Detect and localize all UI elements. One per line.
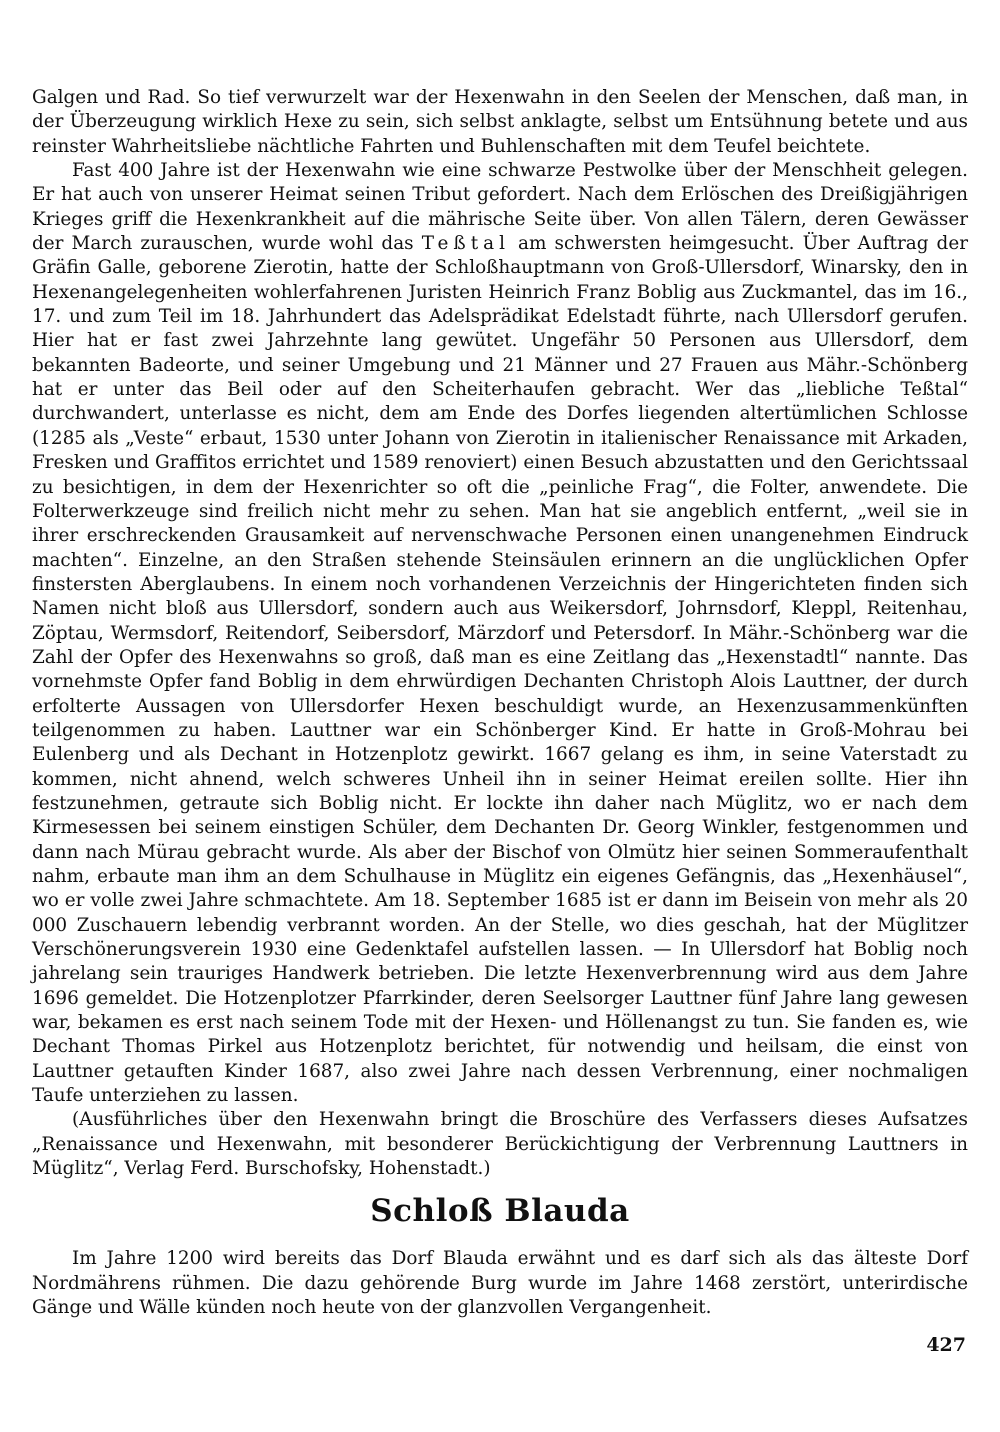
paragraph-blauda: Im Jahre 1200 wird bereits das Dorf Blauda erwähnt und es darf sich als das älteste Dorf Nordmährens rühmen. Die dazu gehörende Burg wurde im Jahre 1468 zerstört, unterirdische Gänge und Wälle künden noch heute von der glanzvollen Vergangenheit.: [32, 1248, 968, 1319]
paragraph-hexenwahn-part-a: Fast 400 Jahre ist der Hexenwahn wie eine schwarze Pestwolke über der Menschheit gelegen. Er hat auch von unserer Heimat seinen Tribut gefordert. Nach dem Erlöschen des Dreißigjährigen Krieges griff die Hexenkrankheit auf die mährische Seite über. Von allen Tälern, deren Gewässer der March zurauschen, wurde wohl das: [32, 160, 968, 255]
paragraph-hexenwahn: [32, 159, 968, 1108]
page-number: 427: [926, 1334, 966, 1356]
main-text-block: [32, 86, 968, 1181]
paragraph-hexenwahn-part-b: am schwersten heimgesucht. Über Auftrag der Gräfin Galle, geborene Zierotin, hatte der Schloßhauptmann von Groß-Ullersdorf, Winarsky, den in Hexenangelegenheiten wohlerfahrenen Juristen Heinrich Franz Boblig aus Zuckmantel, das im 16., 17. und zum Teil im 18. Jahrhundert das Adelsprädikat Edelstadt führte, nach Ullersdorf gerufen. Hier hat er fast zwei Jahrzehnte lang gewütet. Ungefähr 50 Personen aus Ullersdorf, dem bekannten Badeorte, und seiner Umgebung und 21 Männer und 27 Frauen aus Mähr.-Schönberg hat er unter das Beil oder auf den Scheiterhaufen gebracht. Wer das „liebliche Teßtal“ durchwandert, unterlasse es nicht, dem am Ende des Dorfes liegenden altertümlichen Schlosse (1285 als „Veste“ erbaut, 1530 unter Johann von Zierotin in italienischer Renaissance mit Arkaden, Fresken und Graffitos errichtet und 1589 renoviert) einen Besuch abzustatten und den Gerichtssaal zu besichtigen, in dem der Hexenrichter so oft die „peinliche Frag“, die Folter, anwendete. Die Folterwerkzeuge sind freilich nicht mehr zu sehen. Man hat sie angeblich entfernt, „weil sie in ihrer erschreckenden Grausamkeit auf nervenschwache Personen einen unangenehmen Eindruck machten“. Einzelne, an den Straßen stehende Steinsäulen erinnern an die unglücklichen Opfer finstersten Aberglaubens. In einem noch vorhandenen Verzeichnis der Hingerichteten finden sich Namen nicht bloß aus Ullersdorf, sondern auch aus Weikersdorf, Johrnsdorf, Kleppl, Reitenhau, Zöptau, Wermsdorf, Reitendorf, Seibersdorf, Märzdorf und Petersdorf. In Mähr.-Schönberg war die Zahl der Opfer des Hexenwahns so groß, daß man es eine Zeitlang das „Hexenstadtl“ nannte. Das vornehmste Opfer fand Boblig in dem ehrwürdigen Dechanten Christoph Alois Lauttner, der durch erfolterte Aussagen von Ullersdorfer Hexen beschuldigt wurde, an Hexenzusammenkünften teilgenommen zu haben. Lauttner war ein Schönberger Kind. Er hatte in Groß-Mohrau bei Eulenberg und als Dechant in Hotzenplotz gewirkt. 1667 gelang es ihm, in seine Vaterstadt zu kommen, nicht ahnend, welch schweres Unheil ihn in seiner Heimat ereilen sollte. Hier ihn festzunehmen, getraute sich Boblig nicht. Er lockte ihn daher nach Müglitz, wo er nach dem Kirmesessen bei seinem einstigen Schüler, dem Dechanten Dr. Georg Winkler, festgenommen und dann nach Mürau gebracht wurde. Als aber der Bischof von Olmütz hier seinen Sommeraufenthalt nahm, erbaute man ihm an dem Schulhause in Müglitz ein eigenes Gefängnis, das „Hexenhäusel“, wo er volle zwei Jahre schmachtete. Am 18. September 1685 ist er dann im Beisein von mehr als 20 000 Zuschauern lebendig verbrannt worden. An der Stelle, wo dies geschah, hat der Müglitzer Verschönerungsverein 1930 eine Gedenktafel aufstellen lassen. — In Ullersdorf hat Boblig noch jahrelang sein trauriges Handwerk betrieben. Die letzte Hexenverbrennung wird aus dem Jahre 1696 gemeldet. Die Hotzenplotzer Pfarrkinder, deren Seelsorger Lauttner fünf Jahre lang gewesen war, bekamen es erst nach seinem Tode mit der Hexen- und Höllenangst zu tun. Sie fanden es, wie Dechant Thomas Pirkel aus Hotzenplotz berichtet, für notwendig und heilsam, die einst von Lauttner getauften Kinder 1687, also zwei Jahre nach dessen Verbrennung, einer nochmaligen Taufe unterziehen zu lassen.: [32, 233, 968, 1107]
section-heading: Schloß Blauda: [370, 1193, 630, 1229]
spaced-word-tesstal: Teßtal: [421, 233, 510, 255]
paragraph-reference-note: (Ausführliches über den Hexenwahn bringt die Broschüre des Verfassers dieses Aufsatzes „Renaissance und Hexenwahn, mit besonderer Berückichtigung der Verbrennung Lauttners in Müglitz“, Verlag Ferd. Burschofsky, Hohenstadt.): [32, 1109, 968, 1180]
blauda-text-block: [32, 1247, 968, 1321]
paragraph-continuation: Galgen und Rad. So tief verwurzelt war der Hexenwahn in den Seelen der Menschen, daß man, in der Überzeugung wirklich Hexe zu sein, sich selbst anklagte, selbst um Entsühnung betete und aus reinster Wahrheitsliebe nächtliche Fahrten und Buhlenschaften mit dem Teufel beichtete.: [32, 87, 968, 157]
